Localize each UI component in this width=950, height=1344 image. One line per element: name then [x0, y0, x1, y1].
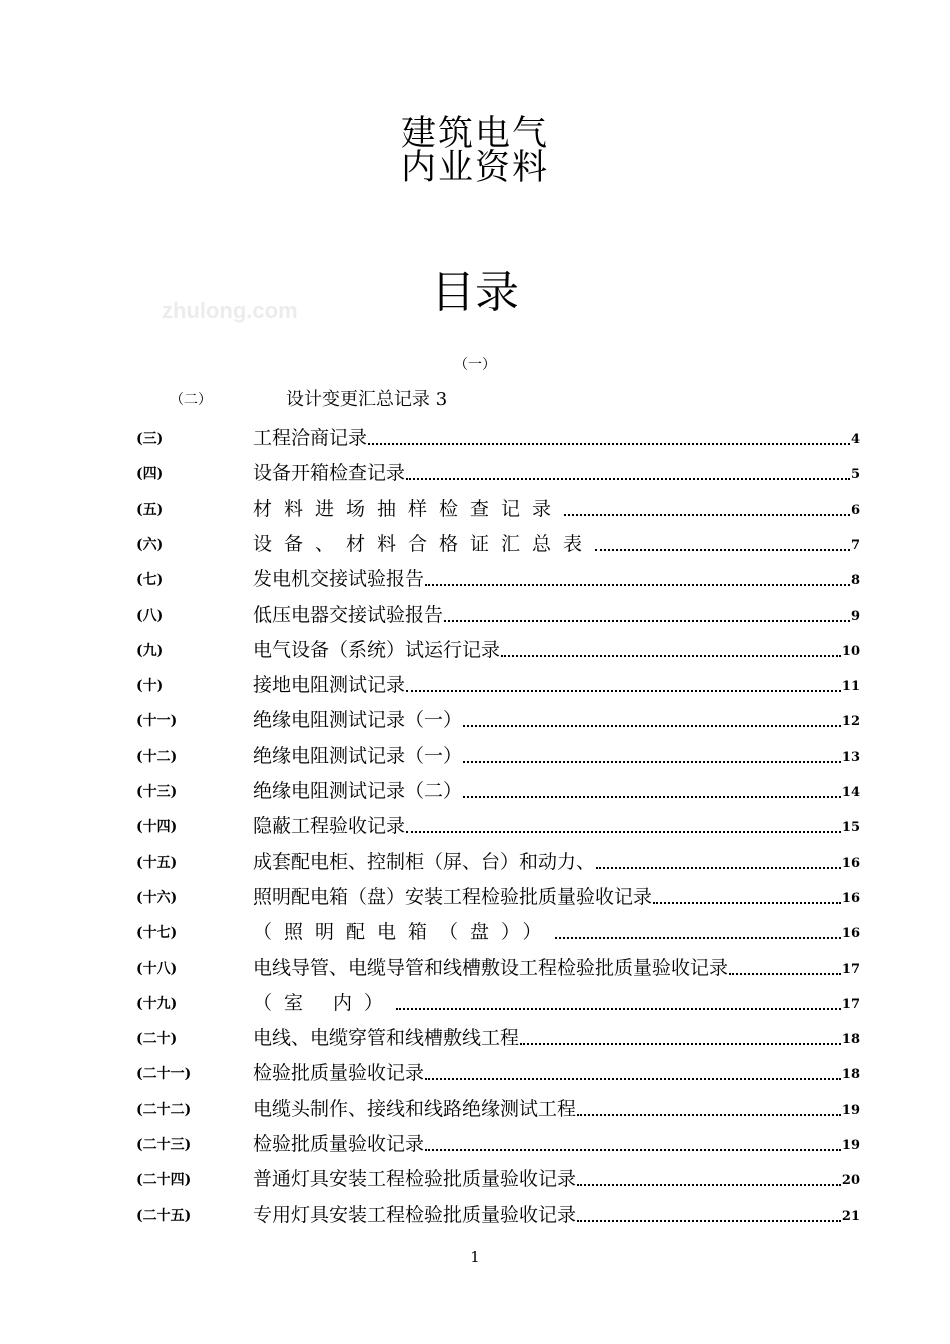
- toc-item-number: (十四): [136, 819, 178, 835]
- toc-row[interactable]: [136, 422, 860, 450]
- toc-page-number: 15: [841, 820, 860, 835]
- document-title-line1: 建筑电气: [400, 114, 549, 154]
- dot-leader: [425, 1149, 841, 1151]
- toc-item-number: (十三): [136, 784, 178, 800]
- toc-item-title: 工程洽商记录: [253, 427, 368, 449]
- toc-page-number: 9: [850, 609, 860, 624]
- toc-item-title: 隐蔽工程验收记录: [253, 815, 406, 837]
- toc-item-number: (十九): [136, 996, 178, 1012]
- toc-row[interactable]: [136, 528, 860, 556]
- dot-leader: [729, 973, 841, 975]
- toc-row[interactable]: [136, 846, 860, 874]
- toc-item-number: (十二): [136, 749, 178, 765]
- toc-page-number: 17: [841, 962, 860, 977]
- toc-item-title: 设备、材料合格证汇总表: [253, 533, 595, 555]
- toc-row[interactable]: [136, 952, 860, 980]
- toc-row[interactable]: [136, 1022, 860, 1050]
- dot-leader: [406, 690, 841, 692]
- dot-leader: [577, 1114, 841, 1116]
- dot-leader: [596, 867, 841, 869]
- toc-item-title: 设备开箱检查记录: [253, 462, 406, 484]
- toc-page-number: 19: [841, 1103, 860, 1118]
- toc-item-title: 接地电阻测试记录: [253, 674, 406, 696]
- toc-page-number: 7: [850, 538, 860, 553]
- toc-item-number: (十七): [136, 925, 178, 941]
- toc-row[interactable]: [136, 493, 860, 521]
- toc-row[interactable]: [136, 987, 860, 1015]
- toc-item-title: 电气设备（系统）试运行记录: [253, 639, 501, 661]
- toc-row[interactable]: [136, 810, 860, 838]
- toc-page-number: 21: [841, 1209, 860, 1224]
- toc-item-number: (十一): [136, 713, 178, 729]
- toc-item-title: 检验批质量验收记录: [253, 1133, 425, 1155]
- dot-leader: [425, 1078, 841, 1080]
- toc-item-number: (二十五): [136, 1208, 192, 1224]
- toc-first-item: （一）: [454, 357, 496, 373]
- toc-page-number: 18: [841, 1032, 860, 1047]
- toc-item-number: (四): [136, 466, 164, 482]
- dot-leader: [501, 655, 841, 657]
- toc-item-title: 发电机交接试验报告: [253, 568, 425, 590]
- toc-page-number: 14: [841, 785, 860, 800]
- toc-item-number: (六): [136, 537, 164, 553]
- dot-leader: [463, 796, 841, 798]
- toc-row[interactable]: [136, 1128, 860, 1156]
- toc-row[interactable]: [136, 669, 860, 697]
- toc-item-title: 专用灯具安装工程检验批质量验收记录: [253, 1204, 577, 1226]
- dot-leader: [555, 937, 841, 939]
- toc-row[interactable]: [136, 916, 860, 944]
- dot-leader: [406, 478, 850, 480]
- toc-page-number: 10: [841, 644, 860, 659]
- toc-page-number: 18: [841, 1067, 860, 1082]
- toc-item-number: (十八): [136, 961, 178, 977]
- toc-item-title: 普通灯具安装工程检验批质量验收记录: [253, 1168, 577, 1190]
- toc-item-number: (十五): [136, 855, 178, 871]
- toc-heading: 目录: [431, 267, 519, 318]
- dot-leader: [463, 725, 841, 727]
- document-title-line2: 内业资料: [400, 148, 549, 188]
- toc-item-title: 电线导管、电缆导管和线槽敷设工程检验批质量验收记录: [253, 957, 729, 979]
- toc-item-number: (八): [136, 608, 164, 624]
- toc-item-title: 低压电器交接试验报告: [253, 604, 444, 626]
- toc-item-title: 绝缘电阻测试记录（一）: [253, 745, 463, 767]
- toc-item-number: (二十二): [136, 1102, 192, 1118]
- toc-item-number: （二）: [170, 392, 212, 408]
- dot-leader: [425, 584, 850, 586]
- dot-leader: [396, 1008, 841, 1010]
- toc-row[interactable]: [136, 704, 860, 732]
- toc-item-title: 绝缘电阻测试记录（二）: [253, 780, 463, 802]
- toc-row[interactable]: [136, 881, 860, 909]
- toc-row[interactable]: [136, 457, 860, 485]
- toc-item-title: 绝缘电阻测试记录（一）: [253, 709, 463, 731]
- toc-item-number: (二十三): [136, 1137, 192, 1153]
- toc-page-number: 16: [841, 856, 860, 871]
- toc-item-number: (二十四): [136, 1172, 192, 1188]
- toc-item-title: 电缆头制作、接线和线路绝缘测试工程: [253, 1098, 577, 1120]
- toc-item-number: (三): [136, 431, 164, 447]
- toc-row[interactable]: [136, 634, 860, 662]
- toc-item-number: (二十一): [136, 1066, 192, 1082]
- toc-row[interactable]: [136, 563, 860, 591]
- toc-item-title: 照明配电箱（盘）安装工程检验批质量验收记录: [253, 886, 653, 908]
- toc-item-number: (二十): [136, 1031, 178, 1047]
- toc-item-title: 设计变更汇总记录 3: [286, 389, 448, 410]
- toc-page-number: 11: [841, 679, 860, 694]
- toc-page-number: 20: [841, 1173, 860, 1188]
- toc-page-number: 16: [841, 891, 860, 906]
- toc-row[interactable]: [136, 1093, 860, 1121]
- toc-page-number: 19: [841, 1138, 860, 1153]
- toc-page-number: 16: [841, 926, 860, 941]
- toc-item-title: （室 内）: [253, 992, 396, 1014]
- toc-item-title: 材料进场抽样检查记录: [253, 498, 564, 520]
- watermark-logo: zhulong.com: [162, 298, 298, 323]
- toc-item-number: (十六): [136, 890, 178, 906]
- toc-item-title: （照明配电箱（盘））: [253, 921, 554, 943]
- toc-row[interactable]: [136, 1199, 860, 1227]
- toc-item-number: (十): [136, 678, 164, 694]
- toc-item-number: (五): [136, 502, 164, 518]
- page-number: 1: [470, 1248, 480, 1266]
- toc-page-number: 17: [841, 997, 860, 1012]
- dot-leader: [368, 443, 850, 445]
- dot-leader: [406, 831, 841, 833]
- toc-row[interactable]: [136, 775, 860, 803]
- toc-page-number: 12: [841, 714, 860, 729]
- toc-page-number: 13: [841, 750, 860, 765]
- toc-page-number: 4: [850, 432, 860, 447]
- dot-leader: [595, 549, 850, 551]
- dot-leader: [564, 514, 850, 516]
- toc-item-title: 成套配电柜、控制柜（屏、台）和动力、: [253, 851, 596, 873]
- toc-item-number: (九): [136, 643, 164, 659]
- toc-item-number: (七): [136, 572, 164, 588]
- toc-row[interactable]: [136, 740, 860, 768]
- toc-page-number: 8: [850, 573, 860, 588]
- toc-row[interactable]: [136, 1057, 860, 1085]
- dot-leader: [444, 620, 850, 622]
- toc-item-title: 电线、电缆穿管和线槽敷线工程: [253, 1027, 520, 1049]
- dot-leader: [653, 902, 841, 904]
- dot-leader: [463, 761, 841, 763]
- toc-page-number: 5: [850, 467, 860, 482]
- toc-row[interactable]: [136, 1163, 860, 1191]
- dot-leader: [577, 1184, 841, 1186]
- toc-item-title: 检验批质量验收记录: [253, 1062, 425, 1084]
- toc-page-number: 6: [850, 503, 860, 518]
- dot-leader: [520, 1043, 841, 1045]
- dot-leader: [577, 1220, 841, 1222]
- toc-row[interactable]: [136, 599, 860, 627]
